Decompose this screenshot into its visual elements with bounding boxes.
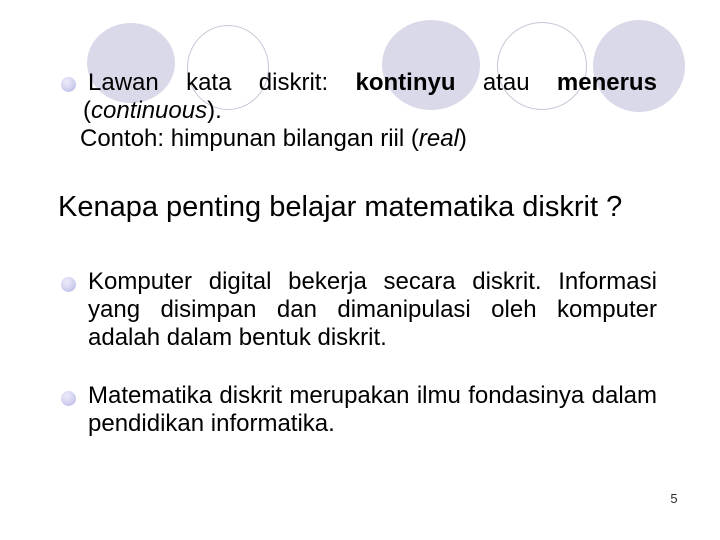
- word: oleh: [491, 296, 537, 323]
- word: Informasi: [558, 268, 657, 295]
- note-lead: Contoh: himpunan bilangan riil (: [80, 125, 419, 152]
- word: secara: [383, 268, 456, 295]
- bullet2-line2: [88, 296, 657, 324]
- word: yang: [88, 296, 141, 323]
- word: dan: [276, 296, 317, 323]
- word: Lawan: [88, 69, 159, 96]
- word: dimanipulasi: [337, 296, 471, 323]
- bullet-item-discrete-opposite: [83, 69, 657, 125]
- bullet3-line2: pendidikan informatika.: [88, 410, 335, 437]
- paren-close: ).: [207, 97, 222, 124]
- word: komputer: [556, 296, 657, 323]
- page-number: 5: [670, 491, 678, 506]
- bullet-sphere-icon: [61, 277, 76, 292]
- word: diskrit.: [472, 268, 542, 295]
- bullet3-line1: [88, 382, 657, 410]
- bullet2-line3: adalah dalam bentuk diskrit.: [88, 324, 387, 351]
- paren-close: ): [458, 125, 467, 152]
- word: diskrit: [219, 382, 283, 409]
- word: bekerja: [288, 268, 367, 295]
- word: Matematika: [88, 382, 213, 409]
- word: Komputer: [88, 268, 193, 295]
- word: dalam: [591, 382, 657, 409]
- word: atau: [482, 69, 530, 96]
- word-italic: real: [418, 125, 459, 152]
- section-heading: Kenapa penting belajar matematika diskrit ?: [58, 191, 623, 223]
- example-note: [80, 125, 467, 153]
- bullet1-line2: [83, 97, 657, 125]
- bullet-item-computers-discrete: [88, 268, 657, 352]
- word: ilmu: [416, 382, 461, 409]
- word: diskrit:: [258, 69, 329, 96]
- paren-open: (: [83, 97, 91, 124]
- word: disimpan: [160, 296, 257, 323]
- word-italic: continuous: [91, 97, 208, 124]
- word: digital: [208, 268, 272, 295]
- bullet2-line1: [88, 268, 657, 296]
- word: fondasinya: [468, 382, 585, 409]
- bullet-item-math-foundation: [88, 382, 657, 438]
- bullet-sphere-icon: [61, 391, 76, 406]
- word: merupakan: [289, 382, 410, 409]
- bullet-sphere-icon: [61, 77, 76, 92]
- word-bold: menerus: [556, 69, 657, 96]
- word-bold: kontinyu: [355, 69, 456, 96]
- bullet1-line1: [88, 69, 657, 97]
- word: kata: [186, 69, 232, 96]
